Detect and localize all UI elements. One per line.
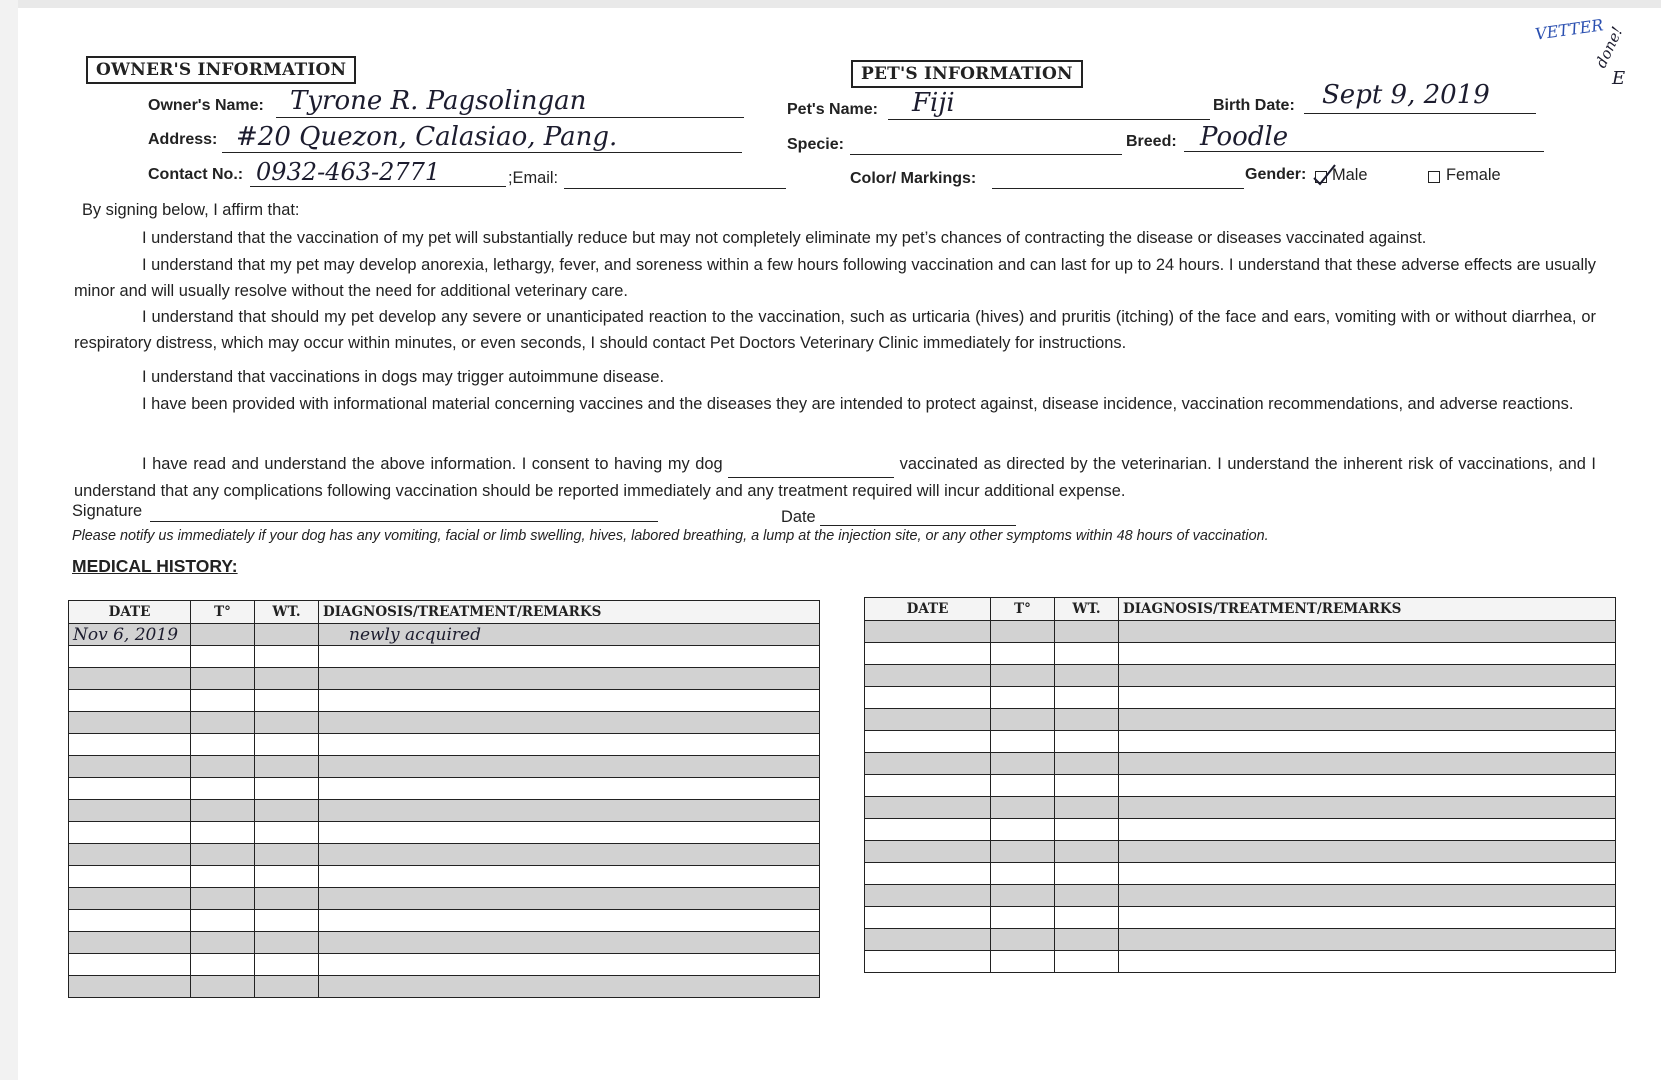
table-header-row bbox=[69, 601, 820, 624]
entry-temperature[interactable] bbox=[991, 731, 1055, 753]
entry-temperature[interactable] bbox=[991, 753, 1055, 775]
entry-remarks[interactable] bbox=[319, 976, 820, 998]
entry-weight[interactable] bbox=[255, 800, 319, 822]
entry-remarks[interactable] bbox=[1119, 709, 1616, 731]
table-row bbox=[69, 932, 820, 954]
entry-weight[interactable] bbox=[255, 690, 319, 712]
entry-weight[interactable] bbox=[1055, 907, 1119, 929]
temperature-column-header: T° bbox=[991, 598, 1055, 621]
consent-paragraph-5 bbox=[74, 391, 1596, 417]
entry-remarks[interactable] bbox=[1119, 753, 1616, 775]
entry-temperature[interactable] bbox=[991, 621, 1055, 643]
birth-date-label: Birth Date: bbox=[1213, 97, 1295, 114]
entry-temperature[interactable] bbox=[191, 624, 255, 646]
entry-weight[interactable] bbox=[1055, 951, 1119, 973]
entry-date[interactable] bbox=[865, 643, 991, 665]
entry-date[interactable] bbox=[69, 910, 191, 932]
entry-weight[interactable] bbox=[1055, 929, 1119, 951]
consent-text-2: I understand that my pet may develop anorexia, lethargy, fever, and soreness within a few hours following vaccination and can last for up to 24 hours. I understand that these adverse effects are usually minor and will usually resolve without the need for additional veterinary care. bbox=[74, 256, 1596, 300]
entry-remarks[interactable] bbox=[319, 778, 820, 800]
address-label: Address: bbox=[148, 131, 218, 148]
table-row bbox=[69, 800, 820, 822]
entry-remarks[interactable]: newly acquired bbox=[319, 624, 820, 646]
entry-weight[interactable] bbox=[255, 888, 319, 910]
entry-date[interactable] bbox=[69, 932, 191, 954]
consent-text-6b: vaccinated as directed by the veterinarian. I understand the inherent risk of vaccinations, and I understand that any complications following vaccination should be reported immediately and any treatment required will incur additional expense. bbox=[74, 455, 1596, 500]
birth-date-value[interactable]: Sept 9, 2019 bbox=[1322, 80, 1490, 110]
entry-weight[interactable] bbox=[255, 624, 319, 646]
entry-temperature[interactable] bbox=[191, 756, 255, 778]
entry-remarks[interactable] bbox=[1119, 885, 1616, 907]
entry-remarks[interactable] bbox=[1119, 621, 1616, 643]
entry-remarks[interactable] bbox=[319, 866, 820, 888]
breed-label: Breed: bbox=[1126, 133, 1177, 150]
entry-weight[interactable] bbox=[1055, 863, 1119, 885]
table-row bbox=[865, 907, 1616, 929]
entry-remarks[interactable] bbox=[319, 756, 820, 778]
entry-date[interactable] bbox=[865, 819, 991, 841]
entry-temperature[interactable] bbox=[991, 907, 1055, 929]
entry-remarks[interactable] bbox=[1119, 907, 1616, 929]
table-row bbox=[865, 863, 1616, 885]
owner-name-label: Owner's Name: bbox=[148, 97, 264, 114]
date-column-header: DATE bbox=[865, 598, 991, 621]
medical-history-table-right bbox=[864, 597, 1616, 973]
table-row bbox=[69, 734, 820, 756]
breed-value[interactable]: Poodle bbox=[1200, 122, 1289, 152]
entry-remarks[interactable] bbox=[1119, 951, 1616, 973]
table-row bbox=[69, 976, 820, 998]
entry-temperature[interactable] bbox=[191, 734, 255, 756]
entry-weight[interactable] bbox=[1055, 775, 1119, 797]
entry-remarks[interactable] bbox=[1119, 819, 1616, 841]
table-row bbox=[69, 668, 820, 690]
entry-weight[interactable] bbox=[255, 778, 319, 800]
consent-text-5: I have been provided with informational material concerning vaccines and the diseases they are intended to protect against, disease incidence, vaccination recommendations, and adverse reactions. bbox=[142, 395, 1574, 413]
entry-weight[interactable] bbox=[1055, 709, 1119, 731]
entry-temperature[interactable] bbox=[991, 951, 1055, 973]
consent-text-4: I understand that vaccinations in dogs may trigger autoimmune disease. bbox=[142, 368, 665, 386]
margin-note-done: done! bbox=[1591, 23, 1627, 71]
entry-remarks[interactable] bbox=[319, 800, 820, 822]
table-row bbox=[865, 841, 1616, 863]
entry-temperature[interactable] bbox=[191, 932, 255, 954]
entry-weight[interactable] bbox=[255, 932, 319, 954]
owner-section-title: OWNER'S INFORMATION bbox=[86, 56, 356, 84]
entry-weight[interactable] bbox=[1055, 841, 1119, 863]
table-row bbox=[69, 954, 820, 976]
entry-temperature[interactable] bbox=[191, 866, 255, 888]
pet-name-line bbox=[888, 119, 1210, 120]
entry-date[interactable] bbox=[865, 929, 991, 951]
entry-date[interactable] bbox=[69, 954, 191, 976]
entry-remarks[interactable] bbox=[319, 668, 820, 690]
entry-remarks[interactable] bbox=[1119, 841, 1616, 863]
color-markings-label: Color/ Markings: bbox=[850, 170, 977, 187]
entry-date[interactable] bbox=[69, 800, 191, 822]
entry-temperature[interactable] bbox=[191, 712, 255, 734]
entry-temperature[interactable] bbox=[191, 888, 255, 910]
entry-date[interactable] bbox=[69, 822, 191, 844]
entry-temperature[interactable] bbox=[991, 665, 1055, 687]
table-header-row bbox=[865, 598, 1616, 621]
entry-remarks[interactable] bbox=[319, 690, 820, 712]
remarks-column-header: DIAGNOSIS/TREATMENT/REMARKS bbox=[319, 601, 820, 624]
table-row bbox=[69, 822, 820, 844]
date-column-header: DATE bbox=[69, 601, 191, 624]
entry-remarks[interactable] bbox=[319, 888, 820, 910]
table-row bbox=[69, 866, 820, 888]
entry-remarks[interactable] bbox=[319, 954, 820, 976]
consent-text-6a: I have read and understand the above information. I consent to having my dog bbox=[142, 455, 723, 473]
weight-column-header: WT. bbox=[255, 601, 319, 624]
entry-weight[interactable] bbox=[1055, 753, 1119, 775]
female-checkbox[interactable] bbox=[1428, 171, 1440, 183]
entry-weight[interactable] bbox=[1055, 731, 1119, 753]
entry-weight[interactable] bbox=[255, 646, 319, 668]
table-row bbox=[69, 778, 820, 800]
color-markings-line[interactable] bbox=[992, 188, 1244, 189]
scan-left-edge bbox=[0, 0, 18, 1080]
medical-history-title: MEDICAL HISTORY: bbox=[72, 556, 238, 576]
entry-temperature[interactable] bbox=[191, 800, 255, 822]
entry-temperature[interactable] bbox=[991, 775, 1055, 797]
pet-section-title: PET'S INFORMATION bbox=[851, 60, 1083, 88]
consent-paragraph-3 bbox=[74, 304, 1596, 356]
consent-paragraph-6 bbox=[74, 451, 1596, 504]
consent-intro: By signing below, I affirm that: bbox=[82, 201, 300, 219]
table-row bbox=[865, 929, 1616, 951]
temperature-column-header: T° bbox=[191, 601, 255, 624]
entry-weight[interactable] bbox=[255, 668, 319, 690]
owner-name-value[interactable]: Tyrone R. Pagsolingan bbox=[290, 86, 587, 116]
consent-text-3: I understand that should my pet develop any severe or unanticipated reaction to the vaccination, such as urticaria (hives) and pruritis (itching) of the face and ears, vomiting with or without diarrhea, or respiratory distress, which may occur within minutes, or even seconds, I should contact Pet Doctors Veterinary Clinic immediately for instructions. bbox=[74, 308, 1596, 352]
entry-temperature[interactable] bbox=[191, 954, 255, 976]
entry-date[interactable] bbox=[69, 668, 191, 690]
entry-temperature[interactable] bbox=[991, 643, 1055, 665]
entry-temperature[interactable] bbox=[191, 822, 255, 844]
entry-weight[interactable] bbox=[1055, 687, 1119, 709]
address-line bbox=[222, 152, 742, 153]
entry-temperature[interactable] bbox=[191, 690, 255, 712]
table-row bbox=[69, 690, 820, 712]
entry-weight[interactable] bbox=[1055, 797, 1119, 819]
entry-date[interactable] bbox=[69, 690, 191, 712]
table-row bbox=[69, 646, 820, 668]
margin-note-e: E bbox=[1612, 68, 1626, 89]
entry-date[interactable] bbox=[865, 621, 991, 643]
table-row bbox=[865, 687, 1616, 709]
entry-date[interactable] bbox=[865, 951, 991, 973]
entry-date[interactable] bbox=[69, 712, 191, 734]
entry-remarks[interactable] bbox=[319, 910, 820, 932]
entry-weight[interactable] bbox=[255, 734, 319, 756]
table-row bbox=[865, 621, 1616, 643]
table-row bbox=[69, 624, 820, 646]
post-vaccination-notice: Please notify us immediately if your dog has any vomiting, facial or limb swelling, hives, labored breathing, a lump at the injection site, or any other symptoms within 48 hours of vaccination. bbox=[72, 528, 1269, 544]
entry-temperature[interactable] bbox=[991, 841, 1055, 863]
entry-weight[interactable] bbox=[1055, 643, 1119, 665]
entry-weight[interactable] bbox=[255, 712, 319, 734]
entry-remarks[interactable] bbox=[319, 646, 820, 668]
entry-remarks[interactable] bbox=[319, 932, 820, 954]
table-row bbox=[865, 731, 1616, 753]
entry-date[interactable] bbox=[69, 756, 191, 778]
remarks-column-header: DIAGNOSIS/TREATMENT/REMARKS bbox=[1119, 598, 1616, 621]
medical-history-table-left bbox=[68, 600, 820, 998]
entry-temperature[interactable] bbox=[991, 797, 1055, 819]
entry-date[interactable] bbox=[865, 665, 991, 687]
entry-date[interactable] bbox=[865, 775, 991, 797]
entry-date[interactable]: Nov 6, 2019 bbox=[69, 624, 191, 646]
pet-name-value[interactable]: Fiji bbox=[912, 88, 955, 118]
entry-date[interactable] bbox=[865, 841, 991, 863]
entry-date[interactable] bbox=[69, 888, 191, 910]
entry-remarks[interactable] bbox=[319, 822, 820, 844]
table-row bbox=[865, 819, 1616, 841]
entry-temperature[interactable] bbox=[191, 646, 255, 668]
entry-date[interactable] bbox=[69, 866, 191, 888]
entry-temperature[interactable] bbox=[991, 709, 1055, 731]
birth-date-line bbox=[1304, 113, 1536, 114]
table-row bbox=[69, 756, 820, 778]
entry-weight[interactable] bbox=[255, 910, 319, 932]
gender-label: Gender: bbox=[1245, 166, 1307, 183]
consent-paragraph-4 bbox=[74, 364, 1596, 390]
entry-date[interactable] bbox=[865, 797, 991, 819]
contact-line bbox=[250, 186, 506, 187]
entry-remarks[interactable] bbox=[1119, 929, 1616, 951]
entry-remarks[interactable] bbox=[1119, 731, 1616, 753]
entry-temperature[interactable] bbox=[991, 863, 1055, 885]
table-row bbox=[865, 665, 1616, 687]
email-label: ;Email: bbox=[508, 169, 559, 187]
contact-label: Contact No.: bbox=[148, 166, 244, 183]
entry-date[interactable] bbox=[865, 907, 991, 929]
contact-value[interactable]: 0932-463-2771 bbox=[256, 158, 441, 186]
table-row bbox=[865, 643, 1616, 665]
consent-paragraph-1 bbox=[74, 225, 1596, 251]
address-value[interactable]: #20 Quezon, Calasiao, Pang. bbox=[236, 122, 618, 152]
entry-date[interactable] bbox=[69, 844, 191, 866]
entry-remarks[interactable] bbox=[1119, 643, 1616, 665]
table-row bbox=[865, 775, 1616, 797]
scan-top-edge bbox=[0, 0, 1661, 8]
table-row bbox=[865, 709, 1616, 731]
dog-name-blank[interactable] bbox=[728, 451, 894, 478]
entry-remarks[interactable] bbox=[1119, 863, 1616, 885]
entry-remarks[interactable] bbox=[1119, 797, 1616, 819]
entry-remarks[interactable] bbox=[1119, 687, 1616, 709]
entry-weight[interactable] bbox=[255, 976, 319, 998]
signature-line[interactable] bbox=[150, 521, 658, 522]
entry-weight[interactable] bbox=[255, 822, 319, 844]
entry-date[interactable] bbox=[865, 709, 991, 731]
entry-date[interactable] bbox=[69, 778, 191, 800]
entry-temperature[interactable] bbox=[991, 885, 1055, 907]
entry-remarks[interactable] bbox=[1119, 665, 1616, 687]
entry-remarks[interactable] bbox=[1119, 775, 1616, 797]
entry-temperature[interactable] bbox=[191, 976, 255, 998]
entry-date[interactable] bbox=[69, 734, 191, 756]
entry-temperature[interactable] bbox=[991, 687, 1055, 709]
date-line[interactable] bbox=[820, 525, 1016, 526]
entry-temperature[interactable] bbox=[991, 929, 1055, 951]
consent-text-1: I understand that the vaccination of my pet will substantially reduce but may not completely eliminate my pet’s chances of contracting the disease or diseases vaccinated against. bbox=[142, 229, 1427, 247]
male-option-label: Male bbox=[1332, 166, 1368, 184]
entry-temperature[interactable] bbox=[191, 910, 255, 932]
table-row bbox=[865, 753, 1616, 775]
table-row bbox=[69, 910, 820, 932]
table-row bbox=[865, 885, 1616, 907]
date-label: Date bbox=[781, 508, 816, 526]
entry-weight[interactable] bbox=[1055, 885, 1119, 907]
entry-weight[interactable] bbox=[1055, 819, 1119, 841]
specie-label: Specie: bbox=[787, 136, 844, 153]
female-option-label: Female bbox=[1446, 166, 1501, 184]
table-row bbox=[69, 712, 820, 734]
entry-temperature[interactable] bbox=[191, 778, 255, 800]
table-row bbox=[865, 951, 1616, 973]
email-line[interactable] bbox=[564, 188, 786, 189]
entry-weight[interactable] bbox=[255, 756, 319, 778]
entry-temperature[interactable] bbox=[191, 668, 255, 690]
table-row bbox=[69, 844, 820, 866]
pet-name-label: Pet's Name: bbox=[787, 101, 878, 118]
entry-temperature[interactable] bbox=[991, 819, 1055, 841]
entry-weight[interactable] bbox=[1055, 621, 1119, 643]
entry-remarks[interactable] bbox=[319, 844, 820, 866]
entry-date[interactable] bbox=[69, 976, 191, 998]
entry-date[interactable] bbox=[865, 753, 991, 775]
entry-remarks[interactable] bbox=[319, 734, 820, 756]
weight-column-header: WT. bbox=[1055, 598, 1119, 621]
entry-weight[interactable] bbox=[255, 844, 319, 866]
table-row bbox=[69, 888, 820, 910]
entry-remarks[interactable] bbox=[319, 712, 820, 734]
entry-weight[interactable] bbox=[1055, 665, 1119, 687]
entry-weight[interactable] bbox=[255, 954, 319, 976]
owner-name-line bbox=[276, 117, 744, 118]
entry-date[interactable] bbox=[865, 863, 991, 885]
table-row bbox=[865, 797, 1616, 819]
entry-date[interactable] bbox=[865, 885, 991, 907]
consent-paragraph-2 bbox=[74, 252, 1596, 304]
margin-note-vetter: VETTER bbox=[1533, 15, 1605, 44]
signature-label: Signature bbox=[72, 502, 143, 520]
entry-temperature[interactable] bbox=[191, 844, 255, 866]
specie-line[interactable] bbox=[850, 154, 1122, 155]
entry-weight[interactable] bbox=[255, 866, 319, 888]
entry-date[interactable] bbox=[69, 646, 191, 668]
entry-date[interactable] bbox=[865, 731, 991, 753]
entry-date[interactable] bbox=[865, 687, 991, 709]
